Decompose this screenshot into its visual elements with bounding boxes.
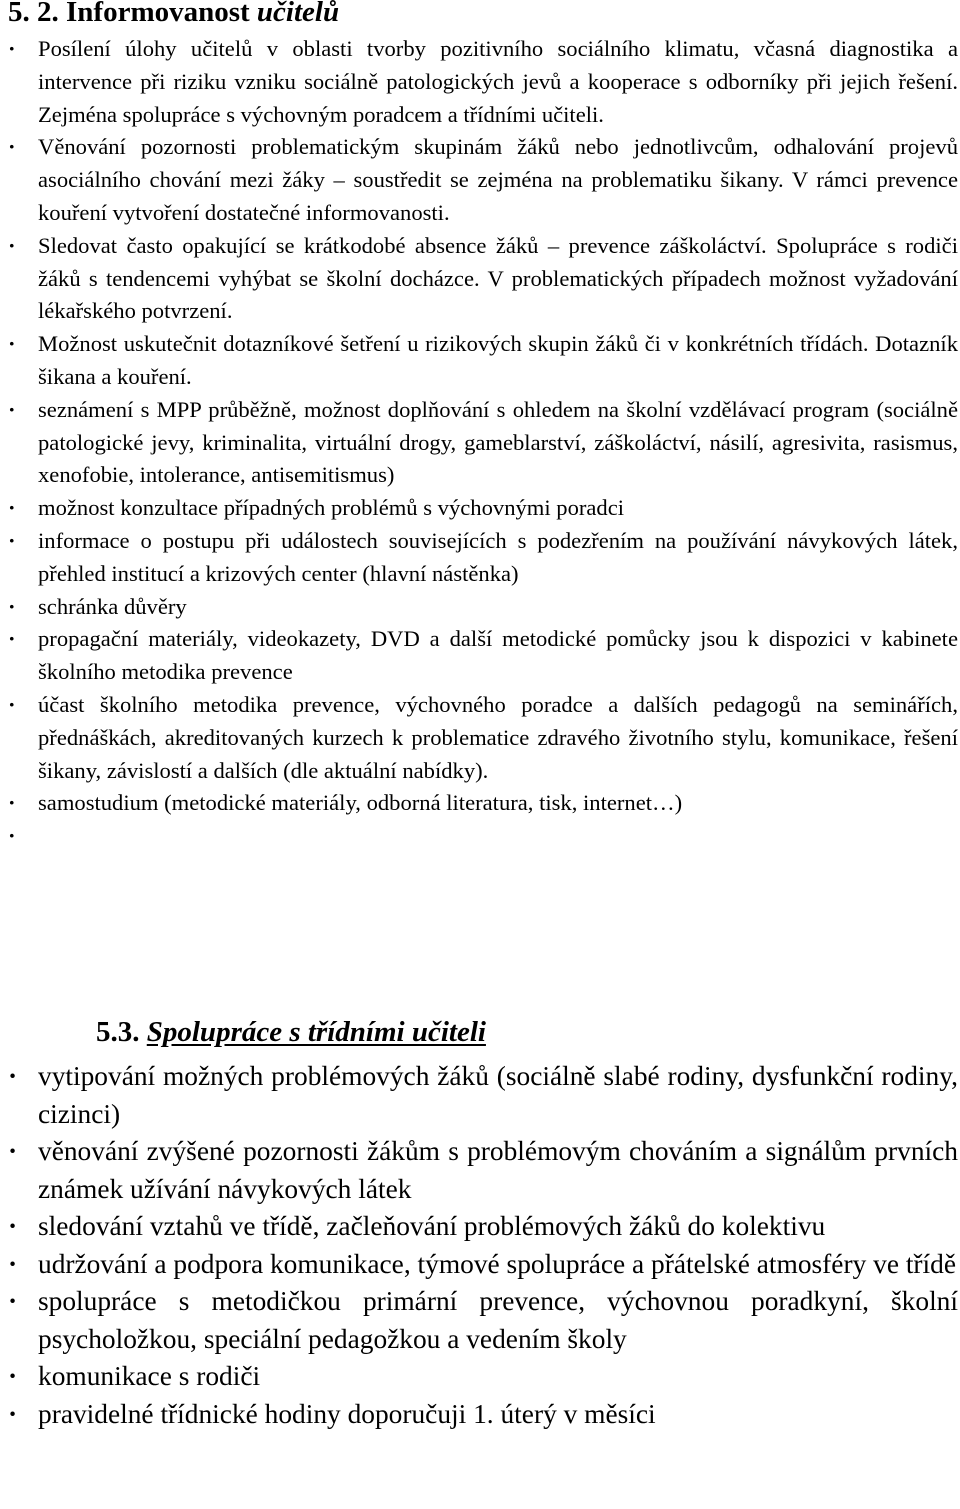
list-item-text: samostudium (metodické materiály, odborná literatura, tisk, internet…) [38,790,683,816]
bullet-icon: · [8,626,16,652]
bullet-icon: · [8,691,16,717]
bullet-icon: · [8,593,16,619]
list-item [0,623,958,689]
list-item [0,394,958,492]
list-item [0,33,958,131]
list-item [0,1133,958,1208]
list-item [0,131,958,229]
section-heading-5-2 [8,0,339,29]
list-item-text: Posílení úlohy učitelů v oblasti tvorby pozitivního sociálního klimatu, včasná diagnostika a intervence při riziku vzniku sociálně patologických jevů a kooperace s odborníky při jejich řešení. Zejména spolupráce s výchovným poradcem a třídními učiteli. [38,36,958,127]
bullet-icon: · [8,1398,18,1429]
list-item [0,230,958,328]
list-item-text: věnování zvýšené pozornosti žákům s problémovým chováním a signálům prvních známek užívání návykových látek [38,1136,958,1204]
bullet-icon: · [8,1361,18,1391]
list-item [0,787,958,820]
list-item [0,328,958,394]
section-5-3-list [0,1058,958,1433]
list-item-text: vytipování možných problémových žáků (sociálně slabé rodiny, dysfunkční rodiny, cizinci) [38,1061,958,1129]
bullet-icon: · [8,1286,18,1316]
bullet-icon: · [8,823,16,849]
list-item-text: schránka důvěry [38,593,187,619]
bullet-icon: · [8,527,16,553]
list-item-text: spolupráce s metodičkou primární prevence, výchovnou poradkyní, školní psycholožkou, speciální pedagožkou a vedením školy [38,1286,958,1354]
section-heading-5-3-number: 5.3. [96,1016,147,1048]
list-item [0,1396,958,1434]
list-item-text: propagační materiály, videokazety, DVD a další metodické pomůcky jsou k dispozici v kabinete školního metodika prevence [38,626,958,685]
list-item-text: komunikace s rodiči [38,1361,261,1391]
list-item [0,689,958,787]
list-item-text: sledování vztahů ve třídě, začleňování problémových žáků do kolektivu [38,1211,826,1241]
bullet-icon: · [8,396,16,422]
bullet-icon: · [8,1061,18,1091]
list-item-text: seznámení s MPP průběžně, možnost doplňování s ohledem na školní vzdělávací program (sociálně patologické jevy, kriminalita, virtuální drogy, gameblarství, záškoláctví, násilí, agresivita, rasismus, xenofobie, intolerance, antisemitismus) [38,396,958,488]
bullet-icon: · [8,1248,18,1279]
list-item [0,1058,958,1133]
list-item-text: udržování a podpora komunikace, týmové spolupráce a přátelské atmosféry ve třídě [38,1248,957,1279]
section-heading-5-3-title: Spolupráce s třídními učiteli [146,1016,486,1048]
bullet-icon: · [8,36,16,61]
section-heading-5-2-number: 5. 2. Informovanost [8,0,257,28]
list-item [0,492,958,525]
bullet-icon: · [8,232,16,258]
section-heading-5-3 [96,1015,486,1049]
list-item-text: Věnování pozornosti problematickým skupinám žáků nebo jednotlivcům, odhalování projevů asociálního chování mezi žáky – soustředit se zejména na problematiku šikany. V rámci prevence kouření vytvoření dostatečné informovanosti. [38,134,958,225]
list-item [0,1283,958,1358]
section-heading-5-2-emph: učitelů [256,0,340,28]
list-item-text: Možnost uskutečnit dotazníkové šetření u rizikových skupin žáků či v konkrétních třídách. Dotazník šikana a kouření. [38,331,958,389]
list-item-empty [0,820,958,853]
bullet-icon: · [8,790,16,816]
bullet-icon: · [8,134,16,160]
list-item-text: možnost konzultace případných problémů s výchovnými poradci [38,495,625,521]
bullet-icon: · [8,1136,18,1166]
list-item [0,1208,958,1246]
list-item [0,1358,958,1396]
list-item [0,591,958,624]
list-item [0,525,958,591]
list-item-text: informace o postupu při událostech souvisejících s podezřením na používání návykových látek, přehled institucí a krizových center (hlavní nástěnka) [38,527,958,586]
section-5-2-list [0,33,958,853]
bullet-icon: · [8,495,16,521]
bullet-icon: · [8,1211,18,1241]
list-item-text: Sledovat často opakující se krátkodobé absence žáků – prevence záškoláctví. Spolupráce s rodiči žáků s tendencemi vyhýbat se školní docházce. V problematických případech možnost vyžadování lékařského potvrzení. [38,232,958,324]
list-item [0,1246,958,1284]
bullet-icon: · [8,331,16,357]
list-item-text: účast školního metodika prevence, výchovného poradce a dalších pedagogů na seminářích, přednáškách, akreditovaných kurzech k problematice zdravého životního stylu, komunikace, řešení šikany, závislostí a dalších (dle aktuální nabídky). [38,691,958,783]
list-item-text: pravidelné třídnické hodiny doporučuji 1. úterý v měsíci [38,1398,656,1429]
